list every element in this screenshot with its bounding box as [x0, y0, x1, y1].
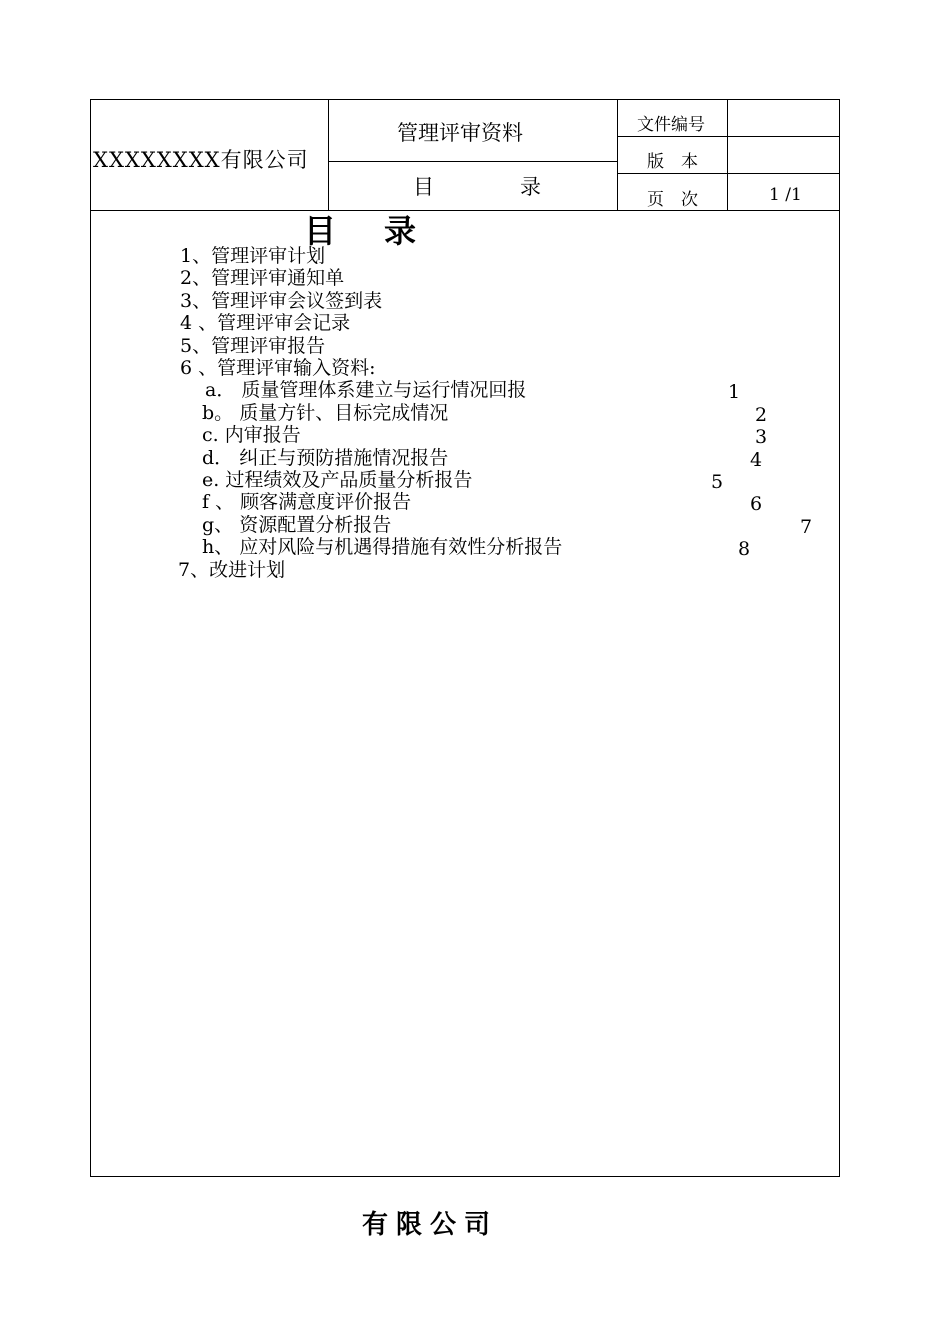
toc-item-page: 8	[738, 538, 751, 561]
header-row-line-1	[617, 136, 839, 137]
toc-item: 1、管理评审计划	[180, 245, 326, 267]
label-version: 版 本	[647, 152, 698, 172]
toc-item: a． 质量管理体系建立与运行情况回报	[205, 379, 527, 402]
value-page: 1 /1	[769, 185, 802, 205]
toc-item: g、 资源配置分析报告	[202, 513, 392, 536]
toc-item: 6 、管理评审输入资料:	[180, 357, 376, 379]
toc-title-right: 录	[384, 212, 417, 250]
toc-item: 2、管理评审通知单	[180, 267, 345, 290]
footer-company: 有限公司	[362, 1210, 499, 1240]
toc-item-page: 5	[711, 471, 724, 493]
section-title-left: 目	[413, 175, 434, 199]
toc-item: 7、改进计划	[178, 558, 286, 581]
toc-item: c. 内审报告	[202, 424, 301, 447]
label-file-no: 文件编号	[637, 115, 705, 135]
toc-item: f 、 顾客满意度评价报告	[202, 491, 412, 514]
toc-item-page: 1	[728, 381, 741, 404]
header-divider-1	[328, 100, 329, 210]
toc-title-left: 目	[304, 212, 337, 250]
toc-item: d． 纠正与预防措施情况报告	[202, 446, 449, 469]
toc-item: 4 、管理评审会记录	[180, 312, 351, 335]
toc-item: e. 过程绩效及产品质量分析报告	[202, 469, 473, 491]
toc-item-page: 4	[750, 448, 763, 471]
header-divider-2	[617, 100, 618, 210]
header-row-line-2	[617, 173, 839, 174]
header-divider-3	[727, 100, 728, 210]
toc-item: h、 应对风险与机遇得措施有效性分析报告	[202, 536, 563, 559]
toc-item: b。 质量方针、目标完成情况	[202, 401, 449, 424]
toc-item-page: 6	[750, 493, 763, 516]
header-table	[91, 100, 839, 211]
toc-item-page: 3	[755, 426, 768, 449]
header-mid-line	[328, 161, 617, 162]
toc-item: 5、管理评审报告	[180, 334, 326, 357]
toc-item: 3、管理评审会议签到表	[180, 289, 383, 312]
header-section-title	[413, 171, 541, 201]
toc-item-page: 7	[800, 515, 813, 538]
section-title-right: 录	[520, 175, 541, 199]
toc-item-page: 2	[755, 403, 768, 426]
header-company-name: XXXXXXXX有限公司	[93, 148, 309, 172]
label-page: 页 次	[647, 190, 698, 210]
header-doc-title: 管理评审资料	[397, 121, 523, 145]
